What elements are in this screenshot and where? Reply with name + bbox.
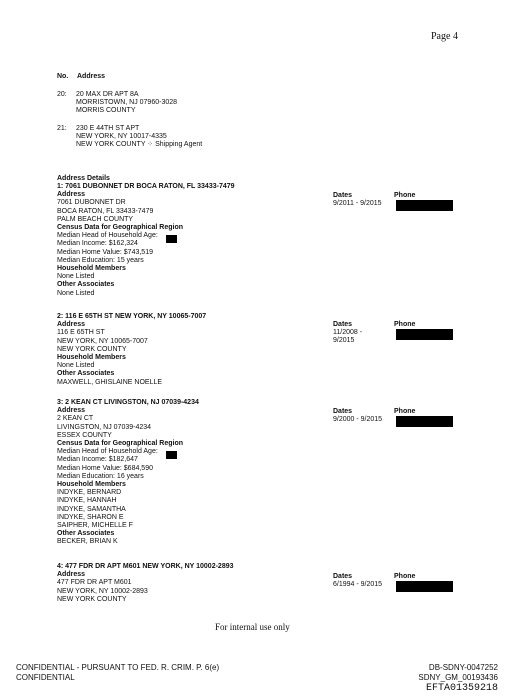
redaction-block (166, 235, 177, 243)
address-line: PALM BEACH COUNTY (57, 215, 134, 223)
row-20-no: 20: (57, 91, 67, 98)
phone-label: Phone (394, 408, 416, 415)
dates-label: Dates (333, 408, 353, 415)
census-line: Median Education: 16 years (57, 472, 144, 480)
address-line: NEW YORK, NY 10017-4335 (76, 133, 167, 141)
address-line: LIVINGSTON, NJ 07039-4234 (57, 423, 152, 431)
census-line: Median Home Value: $684,590 (57, 464, 153, 472)
row-20-address (76, 91, 177, 116)
entry-title: 3: 2 KEAN CT LIVINGSTON, NJ 07039-4234 (57, 399, 199, 406)
bates-number: DB-SDNY-0047252 (428, 663, 498, 672)
page-number: Page 4 (431, 31, 458, 42)
address-line: 477 FDR DR APT M601 (57, 579, 132, 587)
dates-line: 11/2008 - (333, 329, 363, 336)
phone-label: Phone (394, 192, 416, 199)
entry-4 (57, 563, 234, 604)
bates-number: SDNY_GM_00193436 (418, 673, 498, 682)
census-line: Median Income: $182,647 (57, 456, 138, 464)
household-member: INDYKE, HANNAH (57, 497, 117, 505)
redaction-block (396, 581, 453, 592)
associate: MAXWELL, GHISLAINE NOELLE (57, 378, 163, 386)
confidential-line: CONFIDENTIAL (16, 673, 75, 682)
dates-value: 9/2000 - 9/2015 (333, 416, 383, 423)
household-member: SAIPHER, MICHELLE F (57, 522, 133, 530)
address-line: BOCA RATON, FL 33433-7479 (57, 207, 154, 215)
household-label: Household Members (57, 354, 126, 362)
address-line: NEW YORK COUNTY (57, 595, 127, 603)
bates-numbers (418, 663, 498, 694)
census-line: Median Home Value: $743,519 (57, 248, 153, 256)
associates-label: Other Associates (57, 281, 115, 289)
dates-line: 9/2015 (333, 337, 355, 345)
address-label: Address (57, 191, 86, 199)
address-line: 7061 DUBONNET DR (57, 199, 126, 207)
row-21-no: 21: (57, 125, 67, 132)
address-line: ESSEX COUNTY (57, 431, 112, 439)
redaction-block (396, 416, 453, 427)
dates-label: Dates (333, 321, 353, 328)
redaction-block (396, 200, 453, 211)
entry-2 (57, 313, 206, 387)
census-label: Census Data for Geographical Region (57, 224, 184, 232)
dates-value (333, 329, 362, 345)
col-address-header: Address (77, 73, 106, 80)
phone-label: Phone (394, 321, 416, 328)
dates-label: Dates (333, 192, 353, 199)
entry-3 (57, 399, 199, 547)
address-line: NEW YORK, NY 10002-2893 (57, 587, 148, 595)
entry-title: 1: 7061 DUBONNET DR BOCA RATON, FL 33433-7479 (57, 183, 235, 190)
address-line: NEW YORK COUNTY (57, 345, 127, 353)
household-member: INDYKE, BERNARD (57, 489, 122, 497)
entry-title: 2: 116 E 65TH ST NEW YORK, NY 10065-7007 (57, 313, 207, 320)
internal-use-note: For internal use only (215, 622, 290, 632)
household-label: Household Members (57, 481, 126, 489)
household-member: None Listed (57, 273, 95, 281)
confidential-line: CONFIDENTIAL - PURSUANT TO FED. R. CRIM. P. 6(e) (16, 663, 220, 672)
dates-label: Dates (333, 573, 353, 580)
col-no-header: No. (57, 73, 69, 80)
census-line: Median Head of Household Age: (57, 448, 158, 456)
census-line: Median Income: $162,324 (57, 240, 138, 248)
address-label: Address (57, 321, 86, 329)
entry-title: 4: 477 FDR DR APT M601 NEW YORK, NY 10002-2893 (57, 563, 234, 570)
census-line: Median Education: 15 years (57, 256, 144, 264)
address-line: 2 KEAN CT (57, 415, 94, 423)
address-label: Address (57, 571, 86, 579)
dates-value: 6/1994 - 9/2015 (333, 581, 383, 588)
phone-label: Phone (394, 573, 416, 580)
household-member: INDYKE, SAMANTHA (57, 505, 126, 513)
address-line: 20 MAX DR APT 8A (76, 91, 139, 98)
census-line: Median Head of Household Age: (57, 232, 158, 240)
dates-value: 9/2011 - 9/2015 (333, 200, 382, 207)
address-line: NEW YORK, NY 10065-7007 (57, 337, 148, 345)
address-details-title: Address Details (57, 175, 110, 182)
address-line: MORRIS COUNTY (76, 107, 136, 115)
redaction-block (396, 329, 453, 340)
entry-1 (57, 183, 235, 298)
confidential-notice (16, 663, 219, 683)
associates-label: Other Associates (57, 530, 115, 538)
associate: None Listed (57, 289, 95, 297)
address-line: NEW YORK COUNTY ⁘ Shipping Agent (76, 141, 203, 149)
address-label: Address (57, 407, 86, 415)
associate: BECKER, BRIAN K (57, 538, 118, 546)
address-line: 116 E 65TH ST (57, 329, 105, 337)
census-label: Census Data for Geographical Region (57, 440, 184, 448)
household-member: INDYKE, SHARON E (57, 513, 124, 521)
redaction-block (166, 451, 177, 459)
address-line: MORRISTOWN, NJ 07960-3028 (76, 99, 178, 107)
household-label: Household Members (57, 265, 126, 273)
row-21-address (76, 125, 202, 150)
associates-label: Other Associates (57, 370, 115, 378)
efta-number: EFTA01359218 (425, 683, 498, 694)
address-line: 230 E 44TH ST APT (76, 125, 140, 132)
household-member: None Listed (57, 362, 95, 370)
